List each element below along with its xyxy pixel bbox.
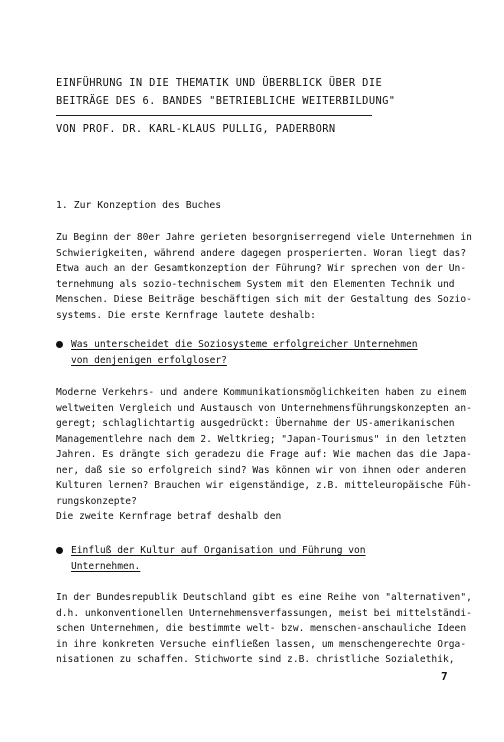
paragraph-globalization <box>56 385 472 525</box>
paragraph-intro <box>56 230 472 323</box>
text-line: nisationen zu schaffen. Stichworte sind z.B. christliche Sozialethik, <box>56 654 455 665</box>
paragraph-alternative-constitutions <box>56 590 472 668</box>
section-heading: 1. Zur Konzeption des Buches <box>56 200 222 211</box>
author-line: VON PROF. DR. KARL-KLAUS PULLIG, PADERBORN <box>56 123 336 135</box>
text-line: In der Bundesrepublik Deutschland gibt es eine Reihe von "alternativen", <box>56 592 472 603</box>
bullet-icon <box>56 547 63 554</box>
title-divider <box>56 115 372 116</box>
text-line: Schwierigkeiten, während andere dagegen prosperierten. Woran liegt das? <box>56 247 467 259</box>
text-line: ner, daß sie so erfolgreich sind? Was können wir von ihnen oder anderen <box>56 464 467 476</box>
text-line: systems. Die erste Kernfrage lautete deshalb: <box>56 309 316 321</box>
text-line: in ihre konkreten Versuche einfließen lassen, um menschengerechte Orga- <box>56 638 467 650</box>
bullet-text: Unternehmen. <box>71 561 141 572</box>
text-line: Moderne Verkehrs- und andere Kommunikationsmöglichkeiten haben zu einem <box>56 387 467 398</box>
text-line: Jahren. Es drängte sich geradezu die Frage auf: Wie machen das die Japa- <box>56 449 472 460</box>
text-line: weltweiten Vergleich und Austausch von Unternehmensführungskonzepten an- <box>56 402 472 414</box>
bullet-text: von denjenigen erfolgloser? <box>71 355 227 366</box>
text-line: geregt; schlaglichtartig ausgedrückt: Übernahme der US-amerikanischen <box>56 418 455 429</box>
text-line: Etwa auch an der Gesamtkonzeption der Führung? Wir sprechen von der Un- <box>56 263 467 274</box>
text-line: Zu Beginn der 80er Jahre gerieten besorgniserregend viele Unternehmen in <box>56 232 472 243</box>
text-line: Die zweite Kernfrage betraf deshalb den <box>56 511 282 522</box>
text-line: Kulturen lernen? Brauchen wir eigenständige, z.B. mitteleuropäische Füh- <box>56 480 472 491</box>
text-line: rungskonzepte? <box>56 495 137 507</box>
chapter-title <box>56 74 396 110</box>
text-line: schen Unternehmen, die bestimmte welt- bzw. menschen-anschauliche Ideen <box>56 623 467 634</box>
bullet-text: Einfluß der Kultur auf Organisation und Führung von <box>71 545 366 556</box>
text-line: ternehmung als sozio-technischem System mit den Elementen Technik und <box>56 278 455 290</box>
text-line: d.h. unkonventionellen Unternehmensverfassungen, meist bei mittelständi- <box>56 607 472 619</box>
chapter-title-line-2: BEITRÄGE DES 6. BANDES "BETRIEBLICHE WEITERBILDUNG" <box>56 95 396 107</box>
page-number: 7 <box>441 670 448 683</box>
bullet-icon <box>56 341 63 348</box>
bullet-text: Was unterscheidet die Soziosysteme erfolgreicher Unternehmen <box>71 339 418 350</box>
text-line: Managementlehre nach dem 2. Weltkrieg; "Japan-Tourismus" in den letzten <box>56 433 467 445</box>
chapter-title-line-1: EINFÜHRUNG IN DIE THEMATIK UND ÜBERBLICK ÜBER DIE <box>56 77 383 89</box>
text-line: Menschen. Diese Beiträge beschäftigen sich mit der Gestaltung des Sozio- <box>56 294 472 305</box>
